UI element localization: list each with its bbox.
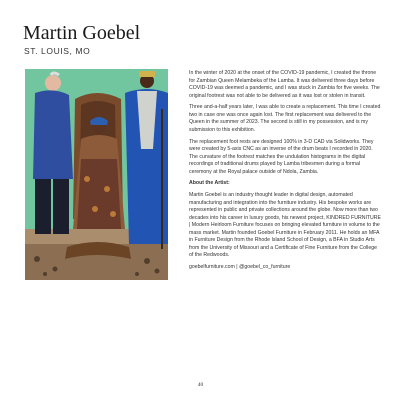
statement-paragraph-1: In the winter of 2020 at the onset of the COVID-19 pandemic, I created the throne for Zambian Queen Melambeka of the Lamba. It was delivered three days before COVID-19 was deemed a pandemic, and I was stuck in Zambia for five weeks. The original footrest was not able to be delivered as it was lost or stolen in transit. xyxy=(189,70,380,99)
artist-links: goebelfurniture.com | @goebel_co_furniture xyxy=(189,263,291,270)
photo-illustration xyxy=(25,69,168,280)
statement-paragraph-3: The replacement foot rests are designed 100% in 3-D CAD via Solidworks. They were created by 5-axis CNC as an inverse of the drum beats I recorded in 2020. The curvature of the footrest matches the undulation histograms in the digital recordings of traditional drums played by Lamba tribesmen during a formal ceremony at the Royal palace outside of Ndola, Zambia. xyxy=(189,138,374,175)
artist-name: Martin Goebel xyxy=(23,22,141,44)
page-number: 40 xyxy=(197,382,204,388)
about-heading: About the Artist: xyxy=(189,180,230,187)
artist-statement xyxy=(189,70,381,276)
about-text: Martin Goebel is an industry thought leader in digital design, automated manufacturing and integration into the furniture industry. His bespoke works are represented in public and private collections around the globe. Now more than two decades into his career in luxury goods, his newest project, KINDRED FURNITURE | Modern Heirloom Furniture focuses on bringing elevated furniture in volume to the mass market. Martin founded Goebel Furniture in February 2011. He holds an MFA in Furniture Design from the Rhode Island School of Design, a BFA in Studio Arts from the University of Missouri and a Certificate of Fine Furniture from the College of the Redwoods. xyxy=(189,192,382,259)
artwork-photo xyxy=(25,69,168,280)
artist-location: ST. LOUIS, MO xyxy=(24,46,91,56)
statement-paragraph-2: Three and-a-half years later, I was able to create a replacement. This time I created two in case one was once again lost. The first replacement was delivered to the Queen in the summer of 2023. The second is still in my possession, and is my submission to this exhibition. xyxy=(189,104,381,133)
